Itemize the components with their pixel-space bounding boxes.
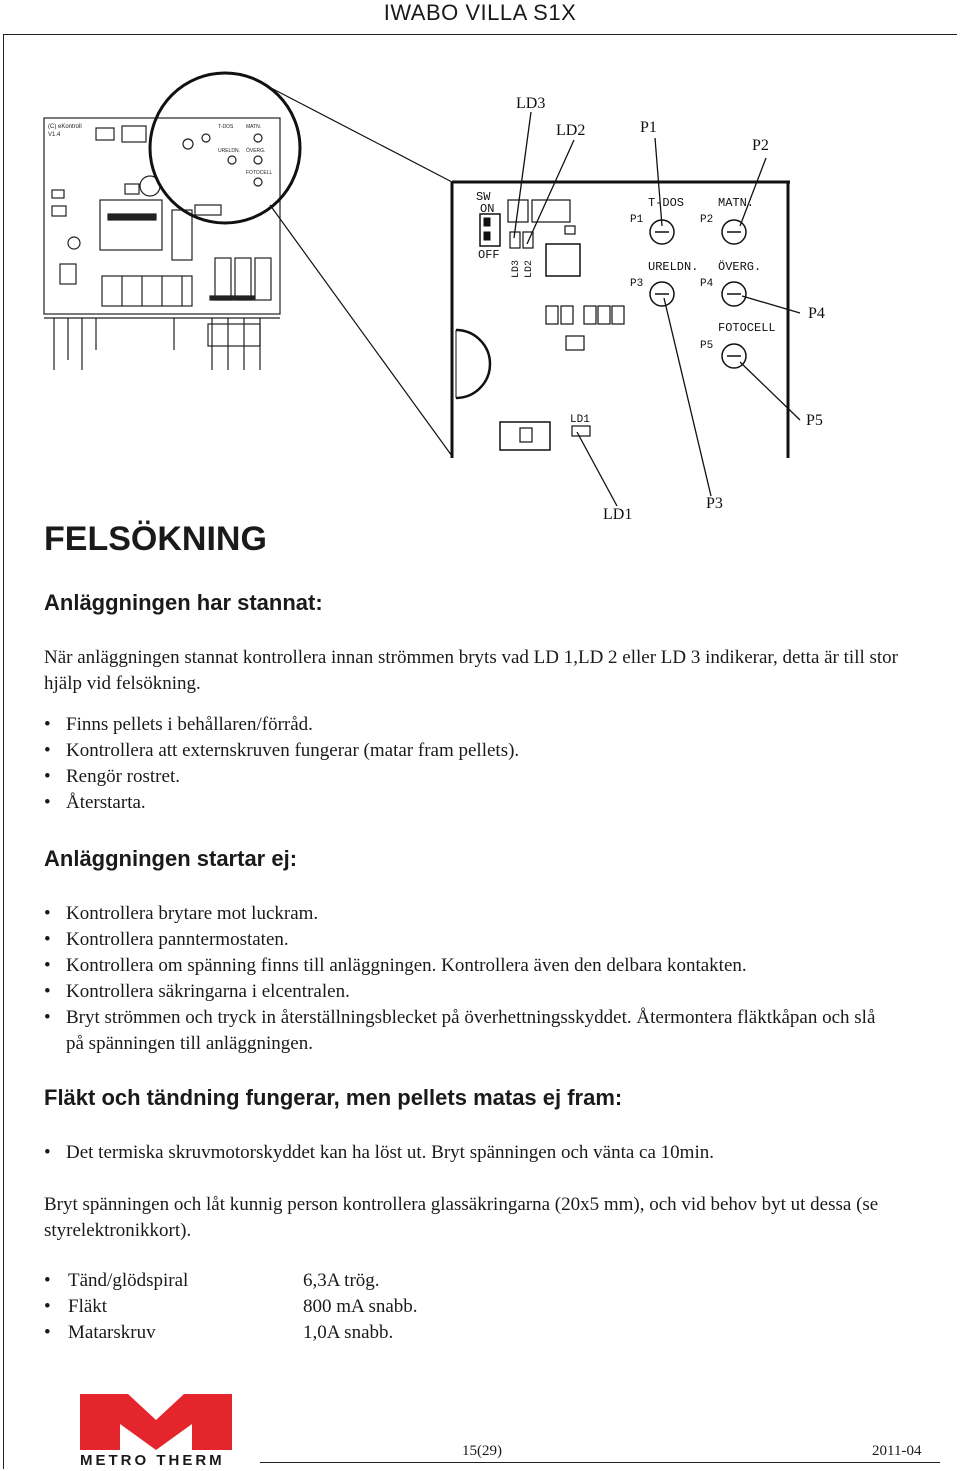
overview-version: V1.4 [48, 132, 61, 138]
overview-label-fotocell: FOTOCELL [246, 170, 273, 176]
fuse-row [44, 1270, 464, 1296]
page-number: 15(29) [462, 1443, 502, 1459]
fuse-table [44, 1270, 464, 1348]
list-item: • Bryt strömmen och tryck in återställningsblecket på överhettningsskyddet. Återmontera fläktkåpan och slå på spänningen till anläggningen. [44, 1005, 894, 1057]
footer-date: 2011-04 [872, 1443, 922, 1459]
overview-label-tdos: T-DOS [218, 124, 234, 130]
overview-brand: (C) eKontroll [48, 124, 82, 130]
circuit-board-figure [0, 0, 960, 540]
zoom-label-fotocell: FOTOCELL [718, 321, 776, 335]
document-header-title: IWABO VILLA S1X [383, 0, 577, 25]
list-item: • Kontrollera att externskruven fungerar (matar fram pellets). [44, 738, 519, 764]
callout-ld1: LD1 [603, 506, 633, 523]
list-item: • Kontrollera brytare mot luckram. [44, 901, 894, 927]
fuse-row [44, 1296, 464, 1322]
overview-label-overg: ÖVERG. [246, 148, 266, 154]
footer-rule [260, 1462, 940, 1463]
callout-p4: P4 [808, 305, 825, 322]
list-item: • Det termiska skruvmotorskyddet kan ha löst ut. Bryt spänningen och vänta ca 10min. [44, 1140, 924, 1166]
fuse-value: 6,3A trög. [303, 1270, 380, 1291]
section-heading-not-starting: Anläggningen startar ej: [44, 846, 298, 871]
section-heading-no-feed: Fläkt och tändning fungerar, men pellets matas ej fram: [44, 1085, 623, 1110]
metro-therm-logo-mark [80, 1394, 232, 1450]
section-paragraph-fuses: Bryt spänningen och låt kunnig person kontrollera glassäkringarna (20x5 mm), och vid behov byt ut dessa (se styrelektronikkort). [44, 1194, 879, 1241]
list-item: • Finns pellets i behållaren/förråd. [44, 712, 519, 738]
callout-p5: P5 [806, 412, 823, 429]
list-item: • Rengör rostret. [44, 764, 519, 790]
zoomed-board [452, 182, 790, 458]
fuse-name: Matarskruv [68, 1322, 156, 1343]
zoom-label-overg: ÖVERG. [718, 260, 762, 274]
fuse-row [44, 1322, 464, 1348]
fuse-value: 1,0A snabb. [303, 1322, 394, 1343]
zoom-label-p3: P3 [630, 278, 644, 290]
checklist-no-feed [44, 1140, 924, 1166]
callout-p3: P3 [706, 495, 723, 512]
zoom-label-ureldn: URELDN. [648, 260, 699, 274]
zoom-label-on: ON [480, 202, 495, 216]
page-title: FELSÖKNING [44, 520, 267, 558]
overview-label-matn: MATN. [246, 124, 262, 130]
zoom-label-p4: P4 [700, 278, 714, 290]
callout-lines [514, 112, 800, 506]
callout-p1: P1 [640, 119, 657, 136]
section-heading-stopped: Anläggningen har stannat: [44, 590, 323, 615]
zoom-label-ld3: LD3 [511, 259, 522, 278]
callout-ld3: LD3 [516, 95, 546, 112]
magnifier-line-top [248, 76, 452, 182]
zoom-label-sw: SW [476, 190, 491, 204]
zoom-label-ld2: LD2 [524, 259, 535, 278]
logo-wordmark: METRO THERM [80, 1452, 225, 1469]
list-item: • Återstarta. [44, 790, 519, 816]
fuse-name: Tänd/glödspiral [68, 1270, 189, 1291]
list-item: • Kontrollera panntermostaten. [44, 927, 894, 953]
callout-p2: P2 [752, 137, 769, 154]
section-paragraph-stopped: När anläggningen stannat kontrollera innan strömmen bryts vad LD 1,LD 2 eller LD 3 indikerar, detta är till stor hjälp vid felsökning. [44, 647, 898, 694]
zoom-label-off: OFF [478, 248, 500, 262]
bullet: • [44, 1270, 51, 1291]
checklist-stopped [44, 712, 519, 816]
list-item: • Kontrollera om spänning finns till anläggningen. Kontrollera även den delbara kontakten. [44, 953, 894, 979]
zoom-label-p1: P1 [630, 214, 644, 226]
overview-label-ureldn: URELDN. [218, 148, 240, 154]
zoom-label-tdos: T-DOS [648, 196, 685, 210]
bullet: • [44, 1322, 51, 1343]
fuse-name: Fläkt [68, 1296, 108, 1317]
bullet: • [44, 1296, 51, 1317]
zoom-label-p5: P5 [700, 340, 714, 352]
magnifier-line-bottom [270, 205, 452, 456]
fuse-value: 800 mA snabb. [303, 1296, 418, 1317]
callout-ld2: LD2 [556, 122, 586, 139]
list-item: • Kontrollera säkringarna i elcentralen. [44, 979, 894, 1005]
zoom-label-matn: MATN. [718, 196, 755, 210]
checklist-not-starting [44, 901, 894, 1057]
zoom-label-p2: P2 [700, 214, 714, 226]
zoom-label-ld1: LD1 [570, 414, 590, 426]
overview-board [44, 118, 280, 370]
logo-m-shape [80, 1394, 232, 1450]
